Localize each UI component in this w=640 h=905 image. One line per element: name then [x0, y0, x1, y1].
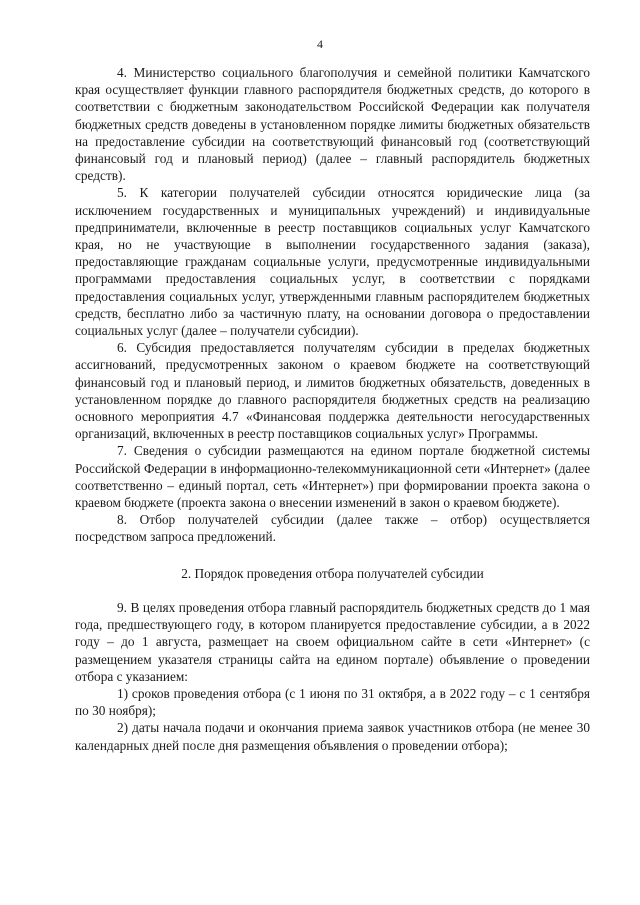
page-number: 4: [317, 37, 323, 51]
paragraph-8: 8. Отбор получателей субсидии (далее также – отбор) осуществляется посредством запроса предложений.: [75, 512, 590, 545]
list-item-1: 1) сроков проведения отбора (с 1 июня по 31 октября, а в 2022 году – с 1 сентября по 30 ноября);: [75, 685, 590, 719]
paragraph-4: 4. Министерство социального благополучия и семейной политики Камчатского края осуществляет функции главного распорядителя бюджетных средств, до которого в соответствии с бюджетным законодательством Российской Федерации как получателя бюджетных средств доведены в установленном порядке лимиты бюджетных обязательств на предоставление субсидии на соответствующий финансовый год (соответствующий финансовый год и плановый период) (далее – главный распорядитель бюджетных средств).: [75, 65, 590, 184]
section-heading: 2. Порядок проведения отбора получателей субсидии: [181, 565, 484, 581]
paragraph-9: 9. В целях проведения отбора главный распорядитель бюджетных средств до 1 мая года, предшествующего году, в котором планируется предоставление субсидии, а в 2022 году – до 1 августа, размещает на своем официальном сайте в сети «Интернет» (с размещением указателя страницы сайта на едином портале) объявление о проведении отбора с указанием:: [75, 599, 590, 684]
document-body: [75, 64, 590, 754]
paragraph-5: 5. К категории получателей субсидии относятся юридические лица (за исключением государственных и муниципальных учреждений) и индивидуальные предприниматели, включенные в реестр поставщиков социальных услуг Камчатского края, но не участвующие в выполнении государственного задания (заказа), предоставляющие гражданам социальные услуги, предусмотренные индивидуальными программами предоставления социальных услуг, в соответствии с порядками предоставления социальных услуг, утвержденными главным распорядителем бюджетных средств, бесплатно либо за частичную плату, на основании договора о предоставлении социальных услуг (далее – получатели субсидии).: [75, 185, 590, 339]
list-item-2: 2) даты начала подачи и окончания приема заявок участников отбора (не менее 30 календарных дней после дня размещения объявления о проведении отбора);: [75, 720, 590, 753]
paragraph-7: 7. Сведения о субсидии размещаются на едином портале бюджетной системы Российской Федерации в информационно-телекоммуникационной сети «Интернет» (далее соответственно – единый портал, сеть «Интернет») при формировании проекта закона о краевом бюджете (проекта закона о внесении изменений в закон о краевом бюджете).: [75, 443, 590, 511]
paragraph-6: 6. Субсидия предоставляется получателям субсидии в пределах бюджетных ассигнований, предусмотренных законом о краевом бюджете на соответствующий финансовый год и плановый период, и лимитов бюджетных обязательств, доведенных в установленном порядке до главного распорядителя бюджетных средств на реализацию основного мероприятия 4.7 «Финансовая поддержка деятельности негосударственных организаций, включенных в реестр поставщиков социальных услуг» Программы.: [75, 340, 590, 442]
